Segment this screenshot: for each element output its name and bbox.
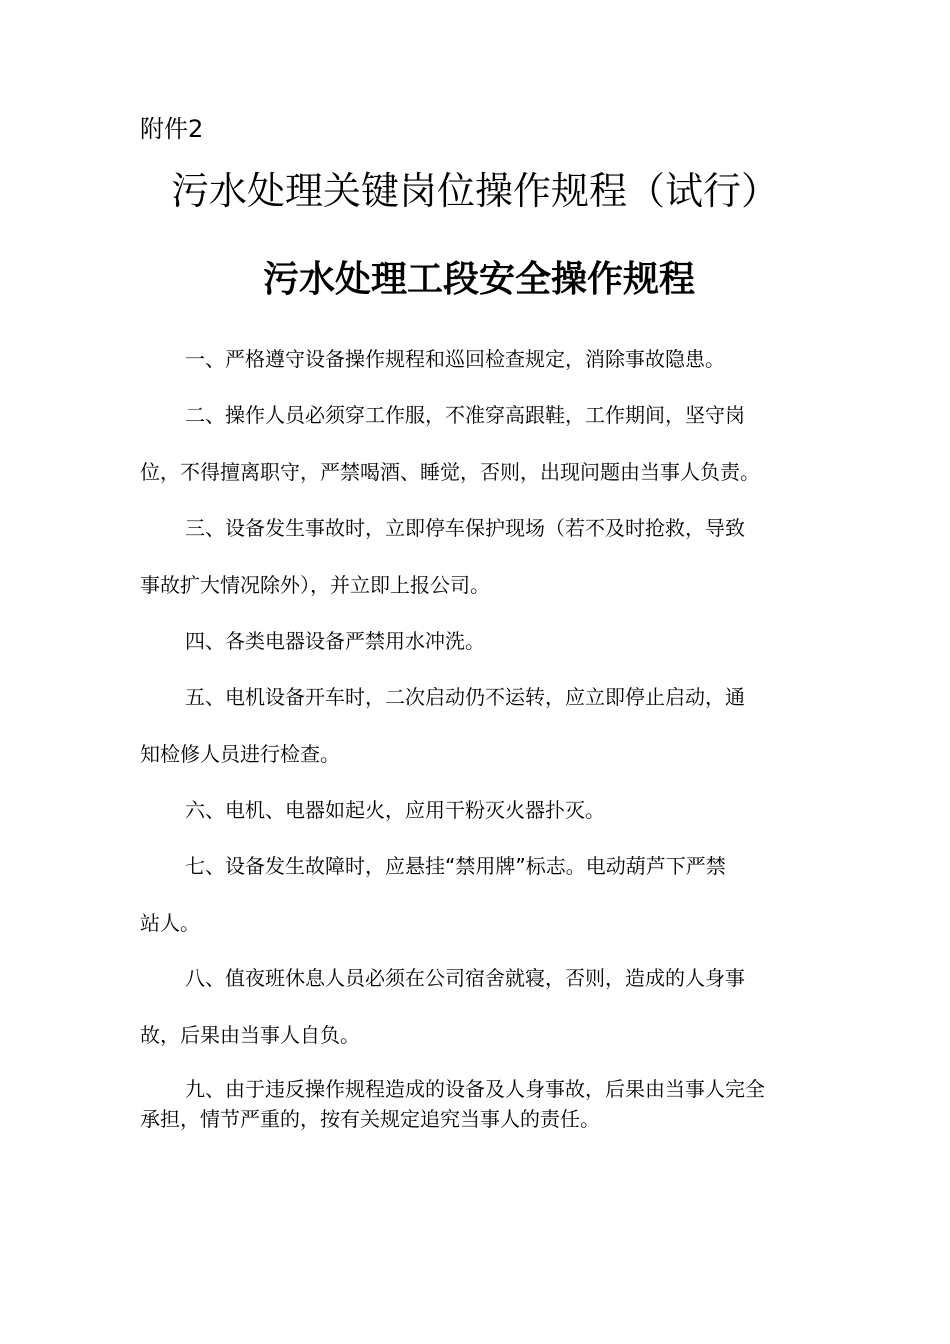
rule-paragraph-2	[140, 401, 790, 486]
paragraph-line: 三、设备发生事故时，立即停车保护现场（若不及时抢救，导致	[185, 516, 745, 540]
rule-paragraph-3	[140, 514, 790, 599]
attachment-label: 附件2	[140, 115, 204, 143]
paragraph-line: 六、电机、电器如起火，应用干粉灭火器扑灭。	[185, 798, 605, 822]
rule-paragraph-8	[140, 964, 790, 1049]
paragraph-line: 站人。	[140, 911, 200, 935]
paragraph-line: 五、电机设备开车时，二次启动仍不运转，应立即停止启动，通	[185, 685, 745, 709]
paragraph-line: 一、严格遵守设备操作规程和巡回检查规定，消除事故隐患。	[185, 347, 725, 371]
paragraph-line: 承担，情节严重的，按有关规定追究当事人的责任。	[140, 1107, 600, 1131]
document-title: 污水处理关键岗位操作规程（试行）	[170, 169, 779, 213]
paragraph-line: 故，后果由当事人自负。	[140, 1023, 360, 1047]
paragraph-line: 八、值夜班休息人员必须在公司宿舍就寝，否则，造成的人身事	[185, 966, 745, 990]
paragraph-line: 九、由于违反操作规程造成的设备及人身事故，后果由当事人完全	[185, 1077, 765, 1101]
rule-paragraph-5	[140, 683, 790, 768]
rule-paragraph-4	[140, 627, 790, 655]
paragraph-line: 七、设备发生故障时，应悬挂“禁用牌”标志。电动葫芦下严禁	[185, 854, 726, 878]
paragraph-line: 二、操作人员必须穿工作服，不准穿高跟鞋，工作期间，坚守岗	[185, 403, 745, 427]
rule-paragraph-7	[140, 852, 790, 937]
paragraph-line: 四、各类电器设备严禁用水冲洗。	[185, 629, 485, 653]
paragraph-line: 位，不得擅离职守，严禁喝酒、睡觉，否则，出现问题由当事人负责。	[140, 460, 760, 484]
rule-paragraph-6	[140, 796, 790, 824]
rule-paragraph-9	[140, 1075, 820, 1133]
section-title: 污水处理工段安全操作规程	[262, 259, 695, 300]
paragraph-line: 事故扩大情况除外），并立即上报公司。	[140, 573, 490, 597]
rule-paragraph-1	[140, 345, 790, 373]
paragraph-line: 知检修人员进行检查。	[140, 742, 340, 766]
